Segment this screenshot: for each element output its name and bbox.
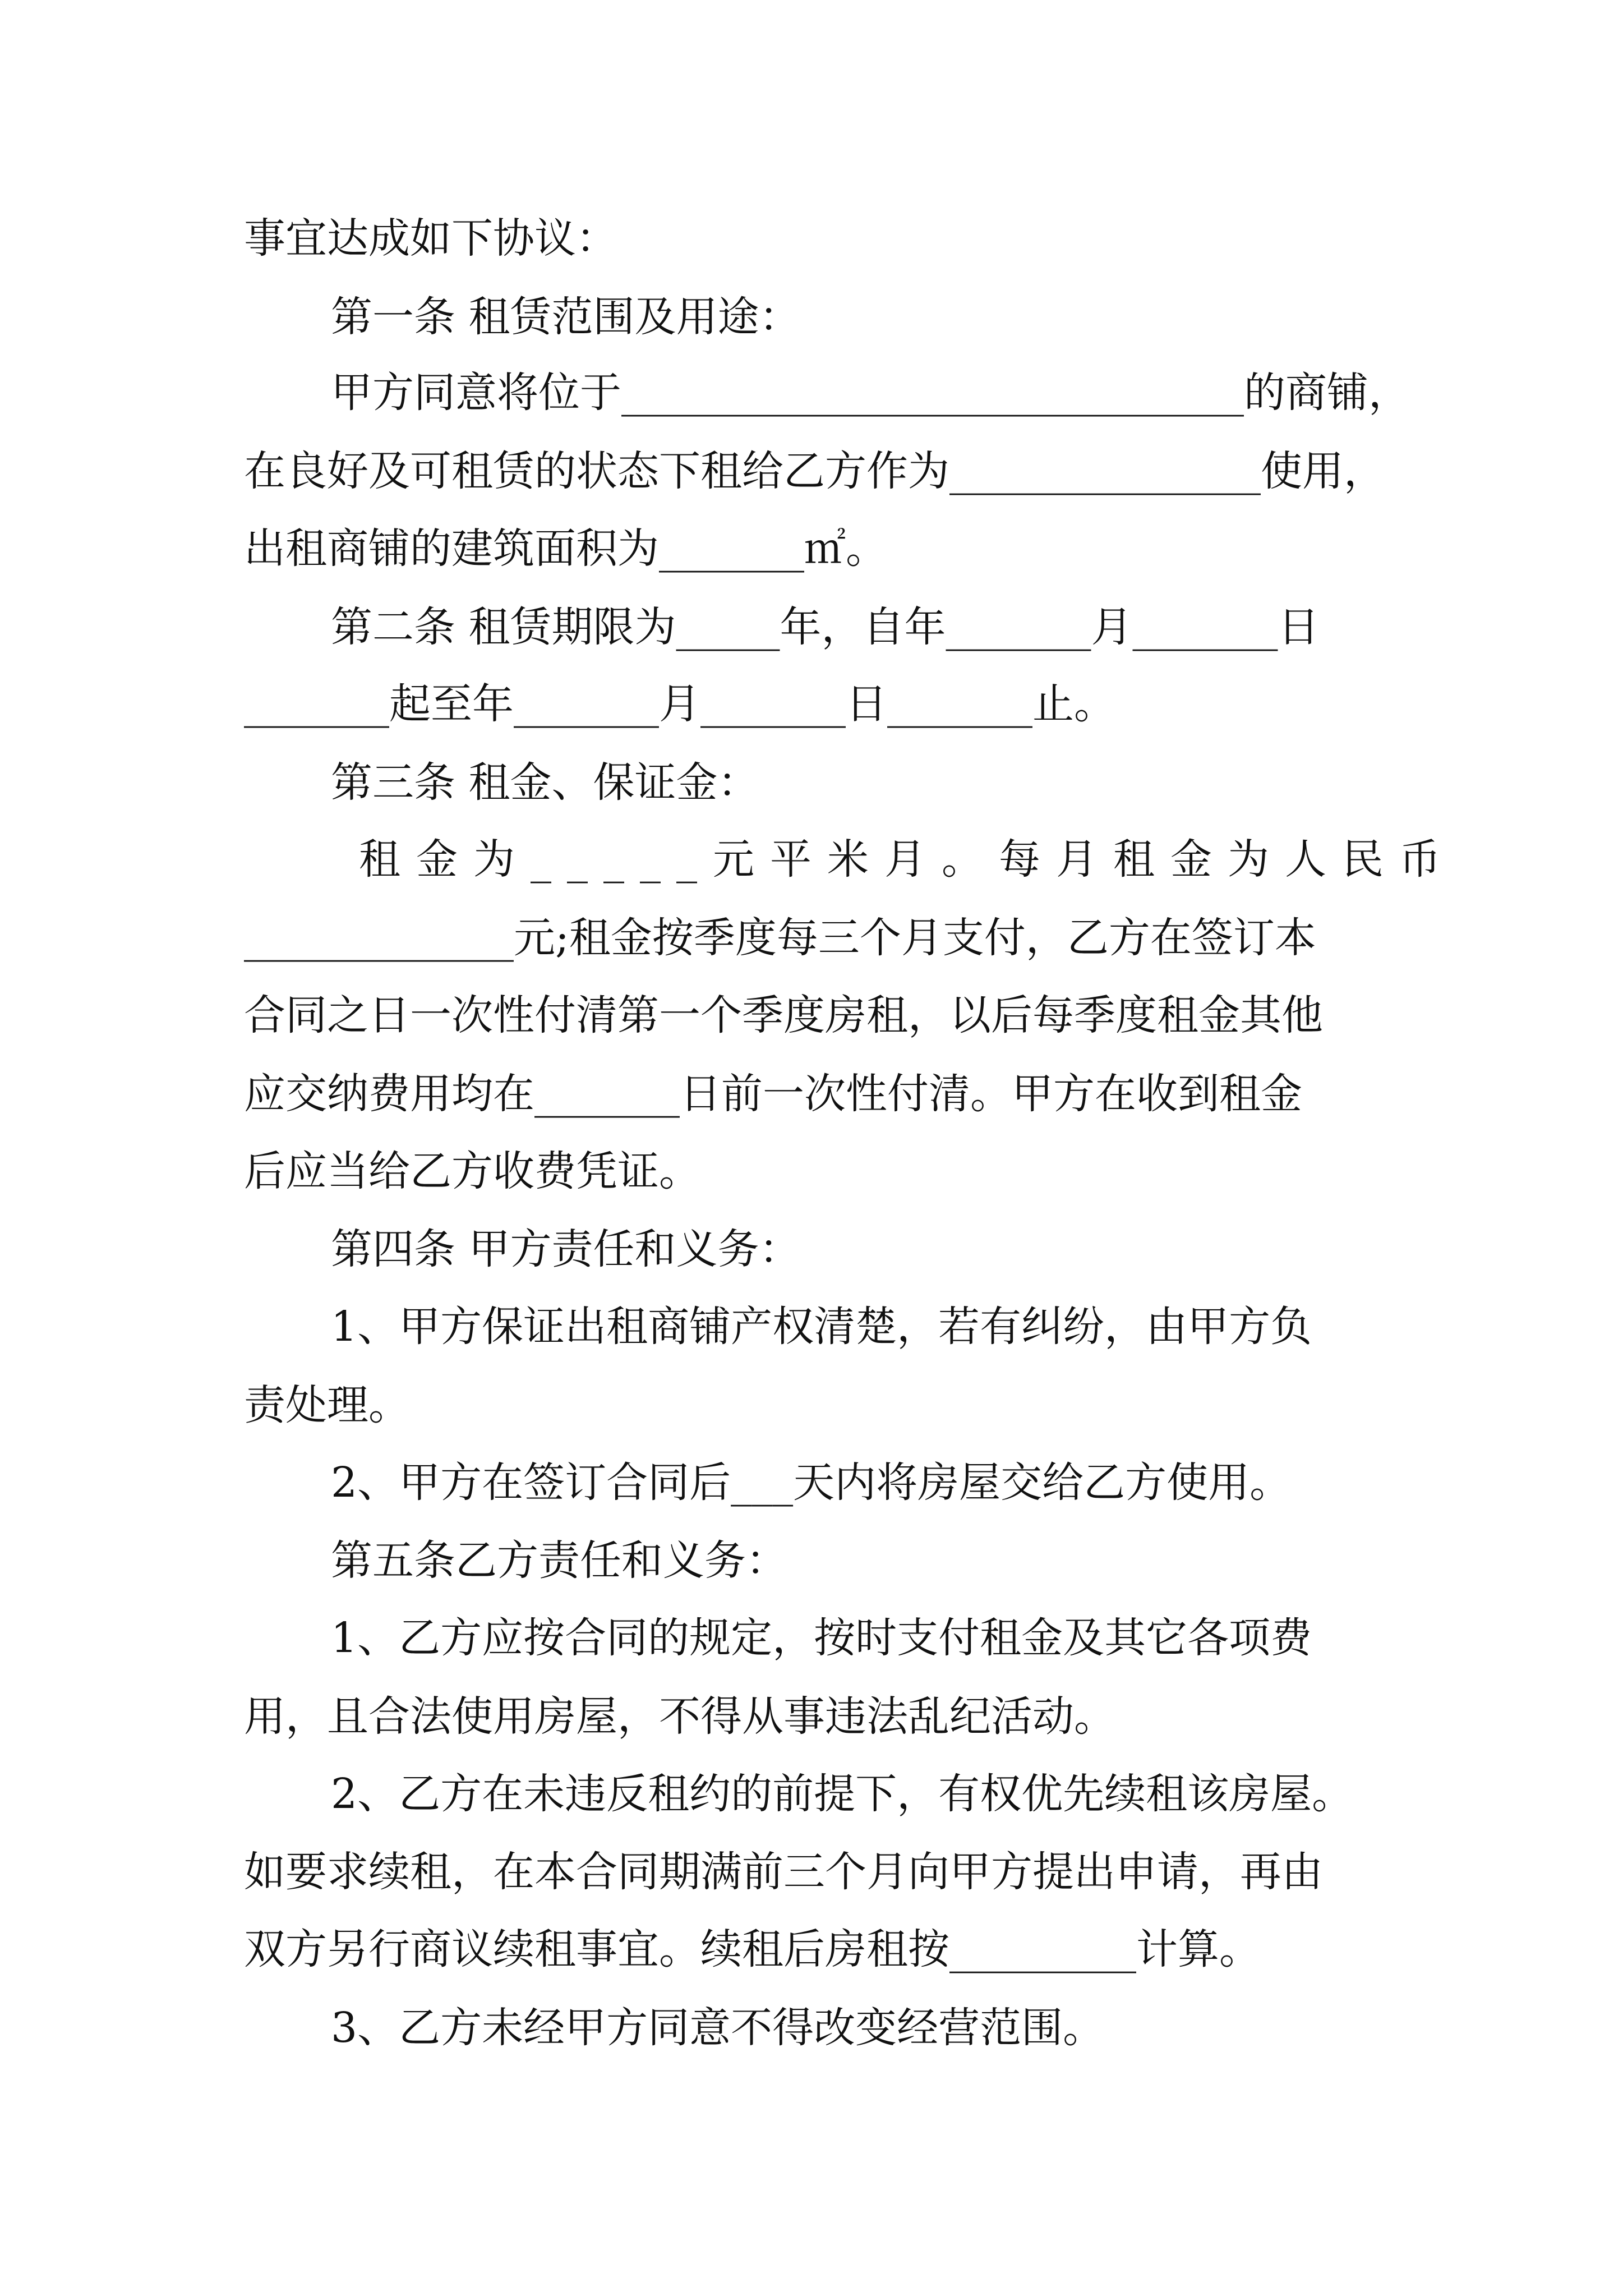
text-line: 2、乙方在未违反租约的前提下，有权优先续租该房屋。: [331, 1770, 1354, 1818]
text-line: 如要求续租，在本合同期满前三个月向甲方提出申请，再由: [244, 1848, 1323, 1896]
text-line: 甲方同意将位于______________________________的商铺，: [331, 369, 1410, 417]
text-line: 事宜达成如下协议：: [244, 214, 617, 263]
text-line: 1、甲方保证出租商铺产权清楚，若有纠纷，由甲方负: [331, 1303, 1312, 1351]
text-line: 责处理。: [244, 1381, 410, 1429]
section-heading: 第二条 租赁期限为_____年，自年_______月_______日: [331, 603, 1320, 651]
text-line: 合同之日一次性付清第一个季度房租，以后每季度租金其他: [244, 991, 1323, 1039]
text-line: 1、乙方应按合同的规定，按时支付租金及其它各项费: [331, 1614, 1312, 1662]
text-line: 租金为_____元平米月。每月租金为人民币: [359, 835, 1456, 884]
text-line: 出租商铺的建筑面积为_______㎡。: [244, 524, 887, 573]
section-heading: 第五条乙方责任和义务：: [331, 1536, 787, 1585]
text-line: 用，且合法使用房屋，不得从事违法乱纪活动。: [244, 1692, 1115, 1741]
section-heading: 第四条 甲方责任和义务：: [331, 1225, 801, 1273]
text-line: 应交纳费用均在_______日前一次性付清。甲方在收到租金: [244, 1070, 1302, 1118]
text-line: 后应当给乙方收费凭证。: [244, 1147, 700, 1195]
section-heading: 第一条 租赁范围及用途：: [331, 293, 801, 341]
text-line: 在良好及可租赁的状态下租给乙方作为_______________使用，: [244, 447, 1385, 495]
text-line: 3、乙方未经甲方同意不得改变经营范围。: [331, 2004, 1105, 2052]
text-line: 双方另行商议续租事宜。续租后房租按_________计算。: [244, 1925, 1261, 1973]
text-line: _____________元;租金按季度每三个月支付，乙方在签订本: [244, 914, 1316, 962]
text-line: _______起至年_______月_______日_______止。: [244, 680, 1115, 728]
text-line: 2、甲方在签订合同后___天内将房屋交给乙方使用。: [331, 1458, 1292, 1507]
section-heading: 第三条 租金、保证金：: [331, 758, 759, 807]
